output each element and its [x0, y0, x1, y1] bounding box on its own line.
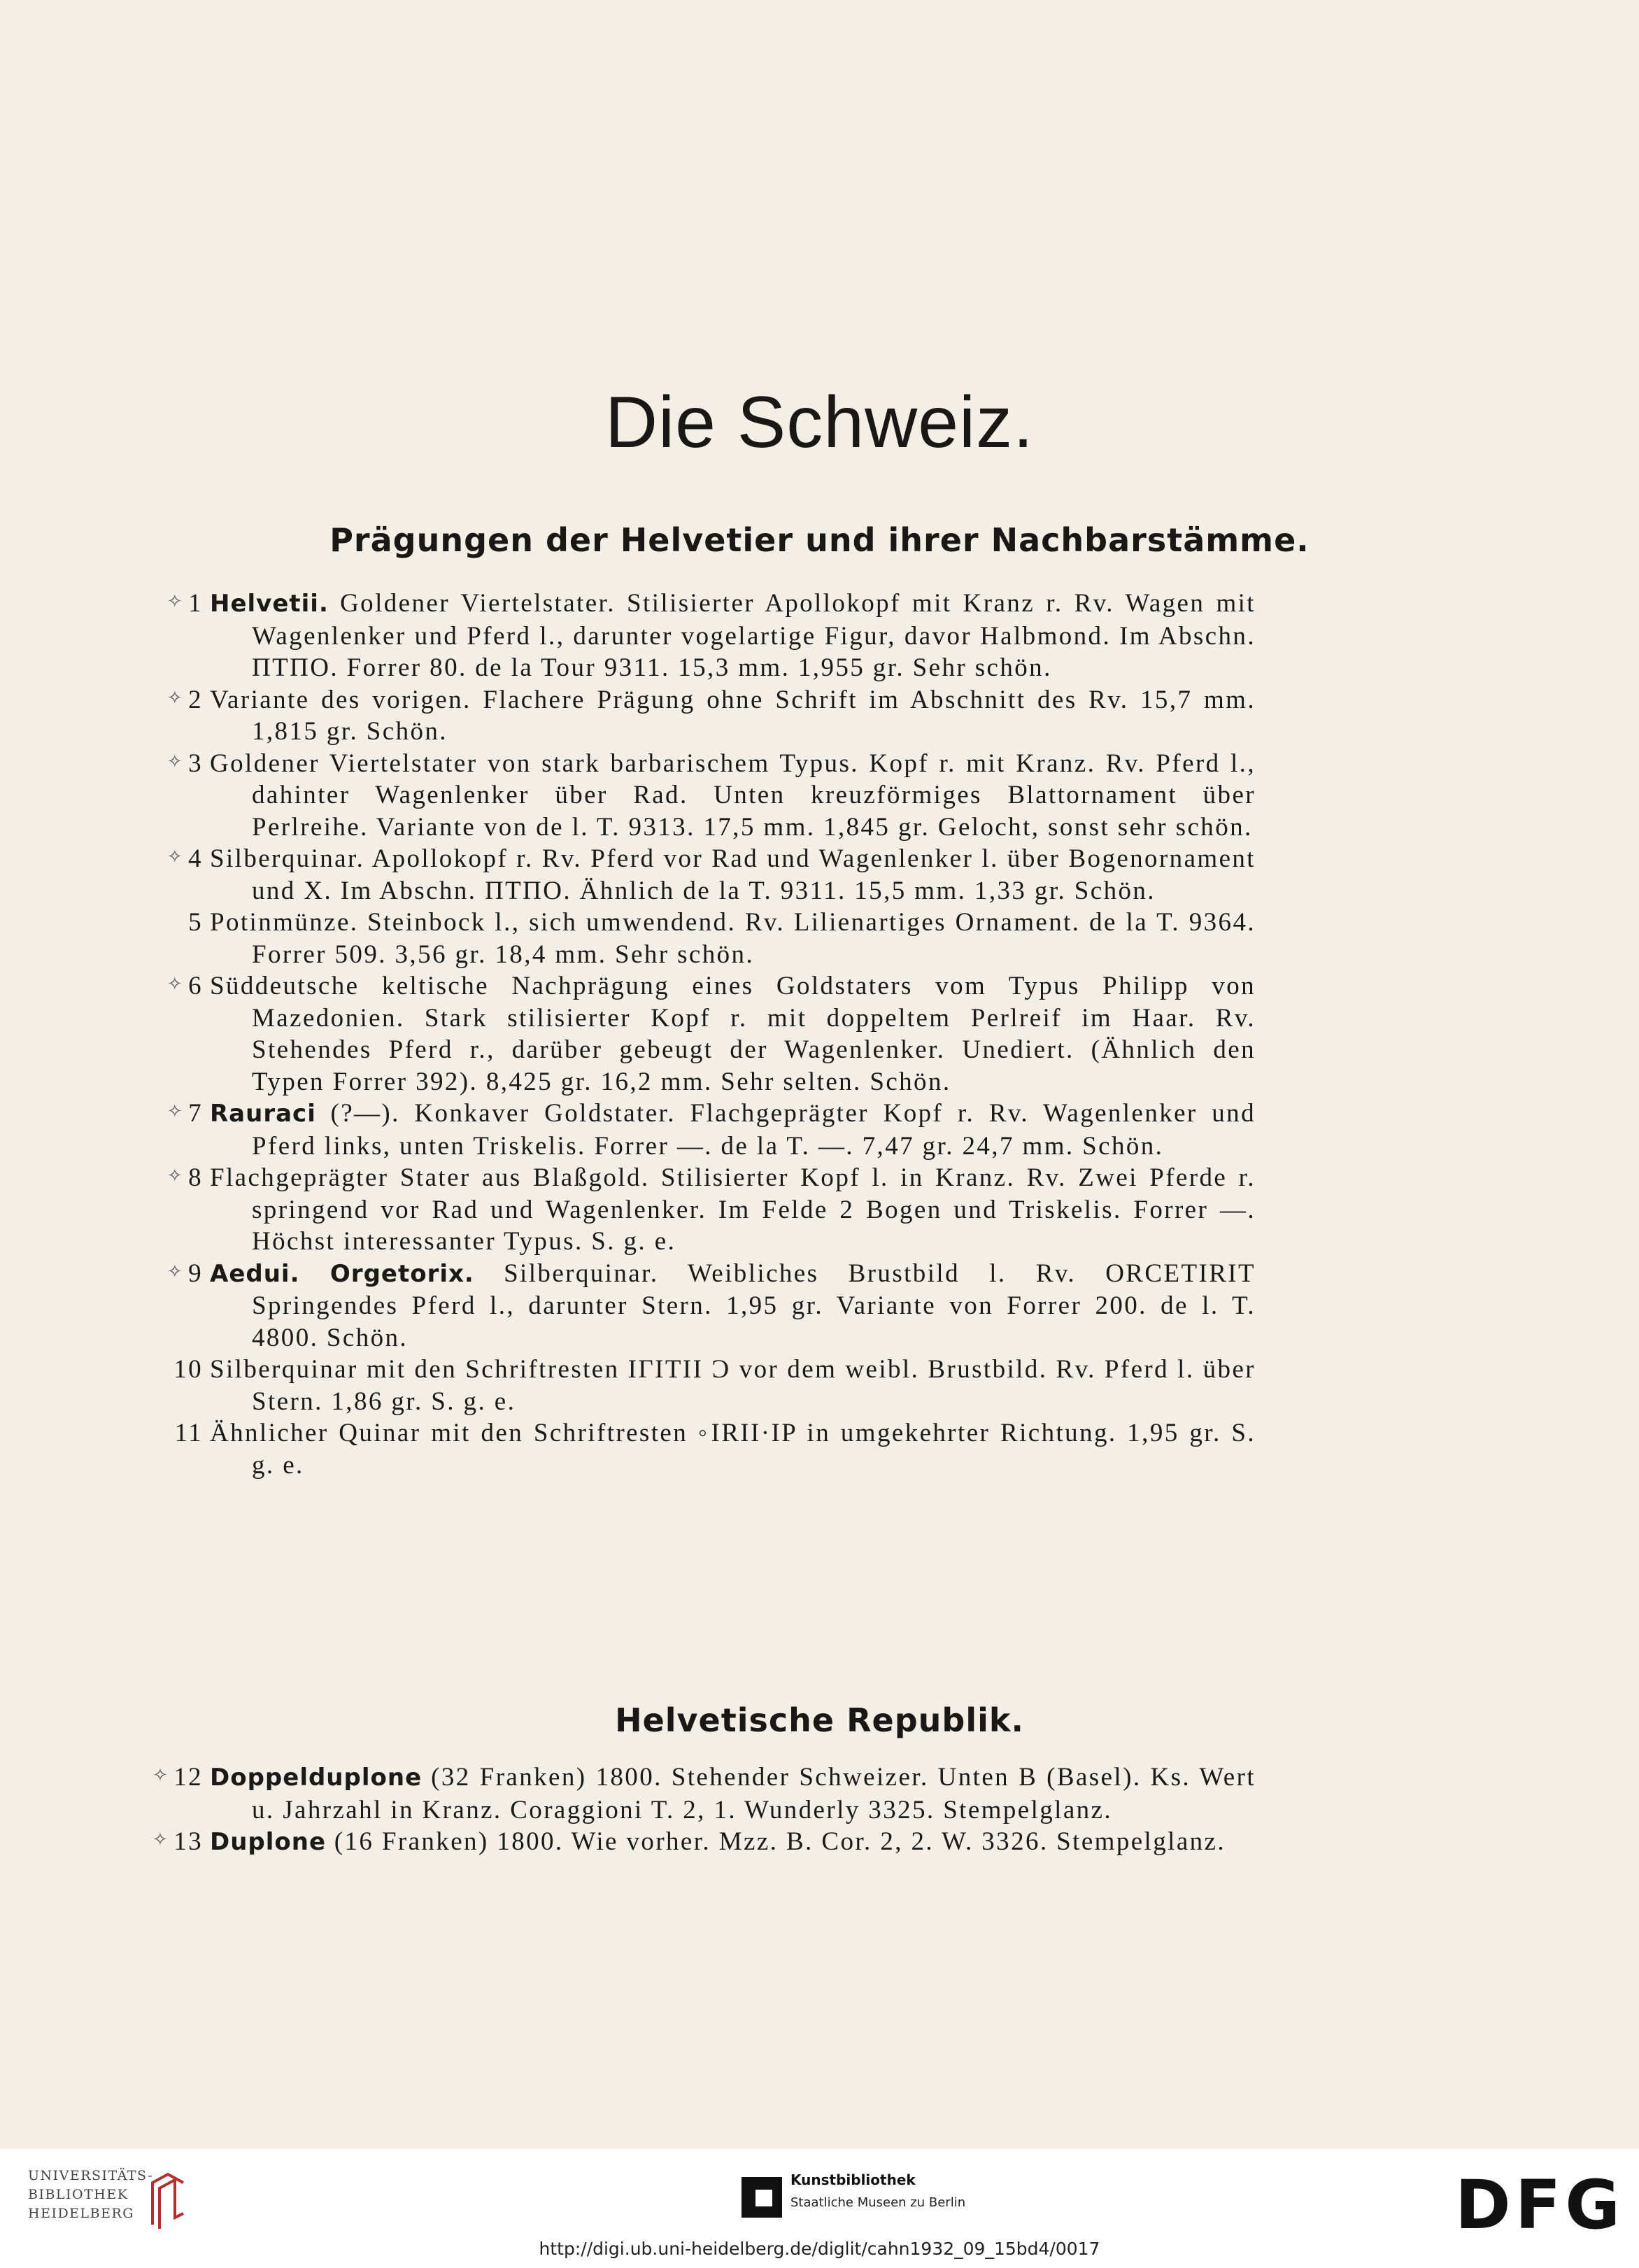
entry-lead: Helvetii. [210, 590, 329, 618]
list-item [188, 907, 1256, 970]
entry-number: 8 [188, 1163, 203, 1192]
entry-text: (?—). Konkaver Goldstater. Flachgeprägter Kopf r. Rv. Wagenlenker und Pferd links, unten Triskelis. Forrer —. de la T. —. 7,47 gr. 24,7 mm. Schön. [252, 1099, 1256, 1161]
entry-text: Goldener Viertelstater von stark barbarischem Typus. Kopf r. mit Kranz. Rv. Pferd l., dahinter Wagenlenker über Rad. Unten kreuzförmiges Blattornament über Perlreihe. Variante von de l. T. 9313. 17,5 mm. 1,845 gr. Gelocht, sonst sehr schön. [210, 749, 1256, 842]
entry-number: 1 [188, 589, 203, 618]
list-item [152, 1826, 1256, 1859]
entry-number: 9 [188, 1259, 203, 1288]
entry-number: 4 [188, 844, 203, 873]
list-item [166, 1258, 1256, 1354]
entry-text: (16 Franken) 1800. Wie vorher. Mzz. B. Cor. 2, 2. W. 3326. Stempelglanz. [334, 1827, 1226, 1856]
ub-logo-line: BIBLIOTHEK [28, 2187, 129, 2202]
entry-number: 2 [188, 685, 203, 714]
star-mark-icon: ✧ [166, 751, 185, 772]
page-title: Die Schweiz. [604, 382, 1035, 463]
list-item [166, 684, 1256, 748]
entry-number: 11 [174, 1419, 203, 1447]
list-item [173, 1354, 1256, 1417]
entry-text: Silberquinar mit den Schriftresten IΓITII Ɔ vor dem weibl. Brustbild. Rv. Pferd l. über Stern. 1,86 gr. S. g. e. [210, 1355, 1256, 1416]
list-item [166, 1162, 1256, 1258]
star-mark-icon: ✧ [166, 1261, 185, 1282]
entry-lead: Rauraci [210, 1100, 316, 1128]
ub-logo-line: UNIVERSITÄTS- [28, 2168, 154, 2183]
entry-lead: Duplone [210, 1828, 327, 1856]
dfg-logo[interactable]: DFG [1455, 2166, 1625, 2244]
list-item [166, 970, 1256, 1098]
list-item [166, 1098, 1256, 1162]
entry-text: (32 Franken) 1800. Stehender Schweizer. Unten B (Basel). Ks. Wert u. Jahrzahl in Kranz. Coraggioni T. 2, 1. Wunderly 3325. Stempelglanz. [252, 1763, 1256, 1824]
star-mark-icon: ✧ [166, 974, 185, 995]
entry-text: Flachgeprägter Stater aus Blaßgold. Stilisierter Kopf l. in Kranz. Rv. Zwei Pferde r. springend vor Rad und Wagenlenker. Im Felde 2 Bogen und Triskelis. Forrer —. Höchst interessanter Typus. S. g. e. [210, 1163, 1256, 1256]
kunstbibliothek-logo-icon[interactable] [742, 2177, 782, 2218]
entry-list-helvetier [0, 588, 1639, 1481]
star-mark-icon: ✧ [152, 1829, 170, 1850]
entry-lead: Doppelduplone [210, 1764, 423, 1792]
ub-emblem-icon [147, 2169, 189, 2232]
entry-text: Variante des vorigen. Flachere Prägung ohne Schrift im Abschnitt des Rv. 15,7 mm. 1,815 gr. Schön. [210, 685, 1256, 746]
entry-text: Ähnlicher Quinar mit den Schriftresten ◦IRII·IP in umgekehrter Richtung. 1,95 gr. S. g. e. [210, 1419, 1256, 1480]
entry-number: 6 [188, 972, 203, 1000]
star-mark-icon: ✧ [166, 1165, 185, 1186]
page-url[interactable]: http://digi.ub.uni-heidelberg.de/diglit/cahn1932_09_15bd4/0017 [539, 2239, 1100, 2259]
kunstbibliothek-name: Kunstbibliothek [790, 2171, 916, 2188]
entry-text: Silberquinar. Apollokopf r. Rv. Pferd vor Rad und Wagenlenker l. über Bogenornament und X. Im Abschn. ΠΤΠΟ. Ähnlich de la T. 9311. 15,5 mm. 1,33 gr. Schön. [210, 844, 1256, 905]
entry-number: 3 [188, 749, 203, 778]
star-mark-icon: ✧ [152, 1765, 170, 1786]
entry-number: 12 [173, 1763, 203, 1792]
star-mark-icon: ✧ [166, 687, 185, 709]
section-heading-republik: Helvetische Republik. [615, 1701, 1024, 1739]
entry-lead: Aedui. Orgetorix. [210, 1259, 474, 1288]
entry-text: Silberquinar. Weibliches Brustbild l. Rv. ORCETIRIT Springendes Pferd l., darunter Stern. 1,95 gr. Variante von Forrer 200. de l. T. 4800. Schön. [252, 1259, 1256, 1352]
entry-list-republik [0, 1762, 1639, 1859]
list-item [166, 748, 1256, 844]
kunstbibliothek-subtitle: Staatliche Museen zu Berlin [790, 2195, 966, 2210]
list-item [152, 1762, 1256, 1826]
ub-logo-line: HEIDELBERG [28, 2206, 134, 2221]
entry-number: 5 [188, 908, 203, 937]
list-item [166, 588, 1256, 684]
list-item [174, 1417, 1256, 1481]
entry-number: 13 [173, 1827, 203, 1856]
star-mark-icon: ✧ [166, 591, 185, 612]
entry-number: 7 [188, 1099, 203, 1128]
star-mark-icon: ✧ [166, 1101, 185, 1122]
section-heading-helvetier: Prägungen der Helvetier und ihrer Nachbarstämme. [329, 521, 1310, 559]
entry-text: Süddeutsche keltische Nachprägung eines Goldstaters vom Typus Philipp von Mazedonien. Stark stilisierter Kopf r. mit doppeltem Perlreif im Haar. Rv. Stehendes Pferd r., darüber gebeugt der Wagenlenker. Unediert. (Ähnlich den Typen Forrer 392). 8,425 gr. 16,2 mm. Sehr selten. Schön. [210, 972, 1256, 1096]
star-mark-icon: ✧ [166, 846, 185, 867]
entry-text: Goldener Viertelstater. Stilisierter Apollokopf mit Kranz r. Rv. Wagen mit Wagenlenker und Pferd l., darunter vogelartige Figur, davor Halbmond. Im Abschn. ΠΤΠΟ. Forrer 80. de la Tour 9311. 15,3 mm. 1,955 gr. Sehr schön. [252, 589, 1256, 682]
entry-text: Potinmünze. Steinbock l., sich umwendend. Rv. Lilienartiges Ornament. de la T. 9364. Forrer 509. 3,56 gr. 18,4 mm. Sehr schön. [210, 908, 1256, 969]
list-item [166, 843, 1256, 907]
entry-number: 10 [173, 1355, 203, 1384]
